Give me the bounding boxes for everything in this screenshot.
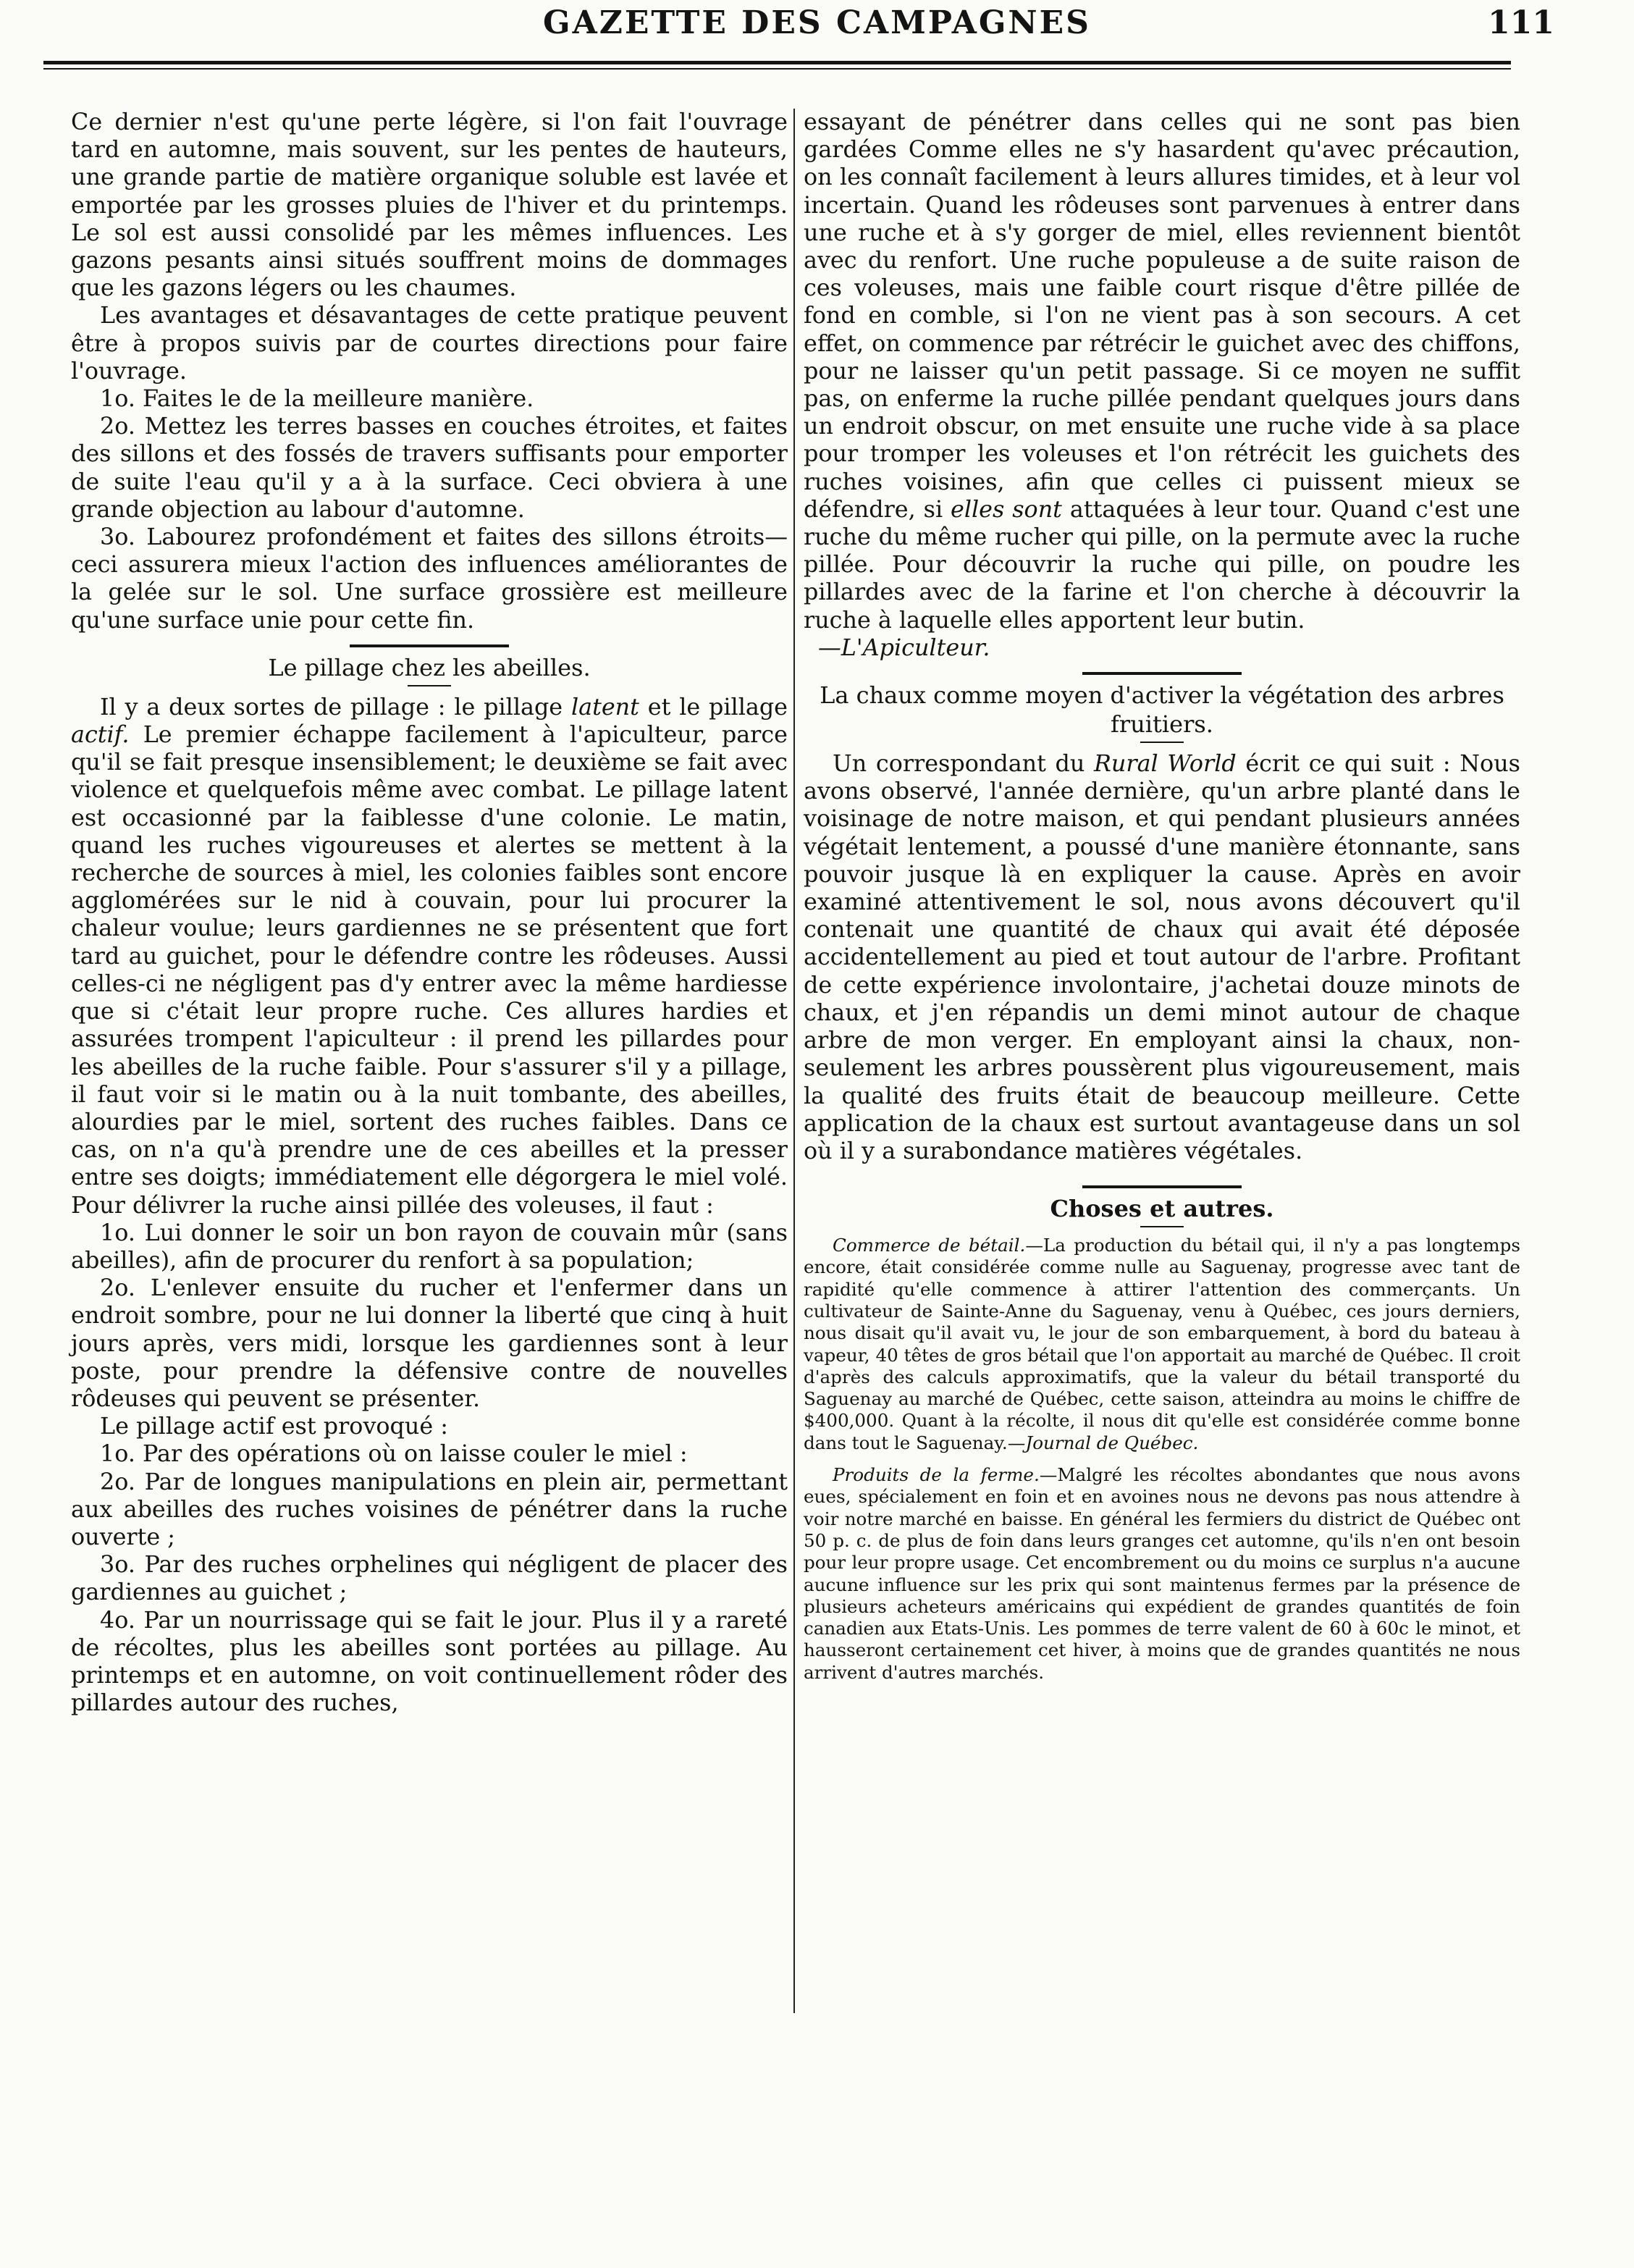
page-header [0, 0, 1634, 101]
cause-item: 2o. Par de longues manipulations en plein air, permettant aux abeilles des ruches voisines de pénétrer dans la ruche ouverte ; [71, 1468, 788, 1550]
intro-paragraph: Ce dernier n'est qu'une perte légère, si l'on fait l'ouvrage tard en automne, mais souvent, sur les pentes de hauteurs, une grande partie de matière organique soluble est lavée et emportée par les grosses pluies de l'hiver et du printemps. Le sol est aussi consolidé par les mêmes influences. Les gazons pesants ainsi situés souffrent moins de dommages que les gazons légers ou les chaumes. [71, 109, 788, 302]
column-divider [793, 109, 795, 2013]
text-run: —La production du bétail qui, il n'y a pas longtemps encore, était considérée comme nulle au Saguenay, progresse avec tant de rapidité qu'elle commence à attirer l'attention des commerçants. Un cultivateur de Sainte-Anne du Saguenay, venu à Québec, ces jours derniers, nous disait qu'il avait vu, le jour de son embarquement, à bord du bateau à vapeur, 40 têtes de gros bétail que l'on apportait au marché de Québec. Il croit d'après des calculs approximatifs, que la valeur du bétail transporté du Saguenay au marché de Québec, cette saison, atteindra au moins le chiffre de $400,000. Quant à la récolte, il nous dit qu'elle est considérée comme bonne dans tout le Saguenay. [804, 1235, 1520, 1453]
cause-item: 4o. Par un nourrissage qui se fait le jour. Plus il y a rareté de récoltes, plus les abeilles sont portées au pillage. Au printemps et en automne, on voit continuellement rôder des pillardes autour des ruches, [71, 1606, 788, 1717]
direction-item: 2o. Mettez les terres basses en couches étroites, et faites des sillons et des fossés de travers suffisants pour emporter de suite l'eau qu'il y a à la surface. Ceci obviera à une grande objection au labour d'automne. [71, 413, 788, 523]
article-signature: —L'Apiculteur. [818, 634, 990, 661]
right-column [804, 109, 1520, 1684]
page-number: 111 [1488, 4, 1554, 41]
chaux-paragraph [804, 750, 1520, 1165]
pillage-continued [804, 109, 1520, 634]
cause-item: 1o. Par des opérations où on laisse couler le miel : [100, 1440, 688, 1468]
pillage-paragraph [71, 694, 788, 1219]
direction-item: 3o. Labourez profondément et faites des sillons étroits—ceci assurera mieux l'action des influences améliorantes de la gelée sur le sol. Une surface grossière est meilleure qu'une surface unie pour cette fin. [71, 524, 788, 634]
news-source: —Journal de Québec. [1007, 1432, 1199, 1453]
text-run: Le premier échappe facilement à l'apiculteur, parce qu'il se fait presque insensiblement; le deuxième se fait avec violence et quelquefois même avec combat. Le pillage latent est occasionné par la faiblesse d'une colonie. Le matin, quand les ruches vigoureuses et alertes se mettent à la recherche de sources à miel, les colonies faibles sont encore agglomérées sur le nid à couvain, pour lui procurer la chaleur voulue; leurs gardiennes ne se présentent que fort tard au guichet, pour le défendre contre les rôdeuses. Aussi celles-ci ne négligent pas d'y entrer avec la même hardiesse que si c'était leur propre ruche. Ces allures hardies et assurées trompent l'apiculteur : il prend les pillardes pour les abeilles de la ruche faible. Pour s'assurer s'il y a pillage, il faut voir si le matin ou à la nuit tombante, des abeilles, alourdies par le miel, sortent des ruches faibles. Dans ce cas, on n'a qu'à prendre une de ces abeilles et la presser entre ses doigts; immédiatement elle dégorgera le miel volé. Pour délivrer la ruche ainsi pillée des voleuses, il faut : [71, 721, 788, 1219]
section-rule-small [1140, 742, 1184, 743]
text-run: attaquées à leur tour. Quand c'est une ruche du même rucher qui pille, on la permute avec la ruche pillée. Pour découvrir la ruche qui pille, on poudre les pillardes avec de la farine et l'on cherche à découvrir la ruche à laquelle elles apportent leur butin. [804, 495, 1520, 634]
section-rule-small [1140, 1226, 1184, 1227]
intro-paragraph: Les avantages et désavantages de cette pratique peuvent être à propos suivis par de courtes directions pour faire l'ouvrage. [71, 302, 788, 385]
section-rule-small [408, 685, 451, 686]
left-column [71, 109, 788, 1717]
cause-item: 3o. Par des ruches orphelines qui négligent de placer des gardiennes au guichet ; [71, 1551, 788, 1606]
text-run: et le pillage [639, 693, 788, 721]
emphasis-elles-sont: elles sont [951, 495, 1062, 523]
newspaper-title: GAZETTE DES CAMPAGNES [543, 4, 1091, 41]
emphasis-latent: latent [570, 693, 639, 721]
active-pillage-intro: Le pillage actif est provoqué : [100, 1413, 449, 1440]
direction-item: 1o. Faites le de la meilleure manière. [100, 385, 534, 413]
remedy-item: 2o. L'enlever ensuite du rucher et l'enfermer dans un endroit sombre, pour ne lui donner la liberté que cinq à huit jours après, vers midi, lorsque les gardiennes sont à leur poste, pour prendre la défensive contre de nouvelles rôdeuses qui peuvent se présenter. [71, 1274, 788, 1412]
news-item-betail [804, 1235, 1520, 1454]
section-rule [1082, 672, 1242, 675]
text-run: essayant de pénétrer dans celles qui ne sont pas bien gardées Comme elles ne s'y hasardent qu'avec précaution, on les connaît facilement à leurs allures timides, et à leur vol incertain. Quand les rôdeuses sont parvenues à entrer dans une ruche et à s'y gorger de miel, elles reviennent bientôt avec du renfort. Une ruche populeuse a de suite raison de ces voleuses, mais une faible court risque d'être pillée de fond en comble, si l'on ne vient pas à son secours. A cet effet, on commence par rétrécir le guichet avec des chiffons, pour ne laisser qu'un petit passage. Si ce moyen ne suffit pas, on enferme la ruche pillée pendant quelques jours dans un endroit obscur, on met ensuite une ruche vide à sa place pour tromper les voleuses et l'on rétrécit les guichets des ruches voisines, afin que celles ci puissent mieux se défendre, si [804, 109, 1520, 523]
news-item-produits [804, 1464, 1520, 1684]
article-title-pillage: Le pillage chez les abeilles. [268, 653, 591, 681]
section-rule [350, 644, 509, 647]
emphasis-actif: actif. [71, 721, 130, 749]
text-run: Un correspondant du [833, 750, 1094, 778]
news-item-lead: Produits de la ferme. [833, 1464, 1040, 1486]
text-run: écrit ce qui suit : Nous avons observé, l'année dernière, qu'un arbre planté dans le voisinage de notre maison, et qui pendant plusieurs années végétait lentement, a poussé d'une manière étonnante, sans pouvoir jusque là en expliquer la cause. Après en avoir examiné attentivement le sol, nous avons découvert qu'il contenait une quantité de chaux qui avait été déposée accidentellement au pied et tout autour de l'arbre. Profitant de cette expérience involontaire, j'achetai douze minots de chaux, et j'en répandis un demi minot autour de chaque arbre de mon verger. En employant ainsi la chaux, non-seulement les arbres poussèrent plus vigoureusement, mais la qualité des fruits était de beaucoup meilleure. Cette application de la chaux est surtout avantageuse dans un sol où il y a surabondance matières végétales. [804, 750, 1520, 1164]
source-rural-world: Rural World [1093, 750, 1237, 778]
remedy-item: 1o. Lui donner le soir un bon rayon de couvain mûr (sans abeilles), afin de procurer du renfort à sa population; [71, 1219, 788, 1274]
news-item-lead: Commerce de bétail. [833, 1235, 1026, 1256]
article-title-choses: Choses et autres. [1050, 1195, 1274, 1223]
header-rule [43, 61, 1511, 70]
text-run: —Malgré les récoltes abondantes que nous avons eues, spécialement en foin et en avoines nous ne devons pas nous attendre à voir notre marché en baisse. En général les fermiers du district de Québec ont 50 p. c. de plus de foin dans leurs granges cet automne, qu'ils n'en ont besoin pour leur propre usage. Cet encombrement ou du moins ce surplus n'a aucune aucune influence sur les prix qui sont maintenus fermes par la présence de plusieurs acheteurs américains qui expédient de grandes quantités de foin canadien aux Etats-Unis. Les pommes de terre valent de 60 à 60c le minot, et hausseront certainement cet hiver, à moins que de grandes quantités ne nous arrivent d'autres marchés. [804, 1464, 1521, 1683]
text-run: Il y a deux sortes de pillage : le pillage [100, 693, 571, 721]
section-rule [1082, 1185, 1242, 1188]
article-title-chaux: La chaux comme moyen d'activer la végétation des arbres fruitiers. [820, 681, 1504, 739]
